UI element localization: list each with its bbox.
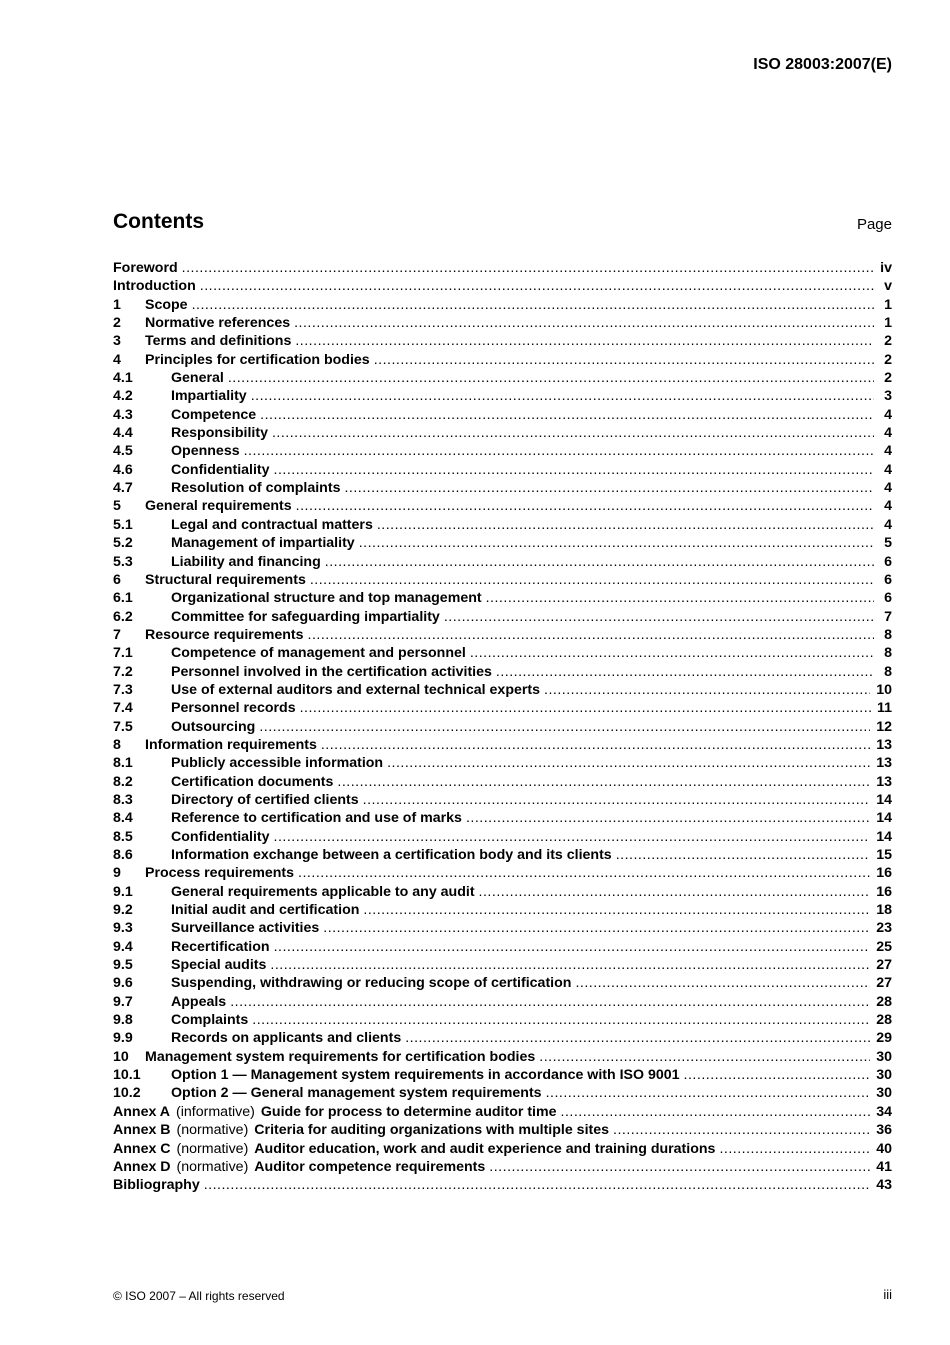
toc-entry[interactable] (113, 901, 892, 919)
toc-entry-title: Guide for process to determine auditor time (260, 1103, 557, 1120)
toc-entry-page: 36 (876, 1122, 892, 1139)
toc-entry-page: 16 (876, 865, 892, 882)
toc-entry-title: Personnel records (171, 700, 296, 717)
toc-entry-number: 9.7 (113, 993, 133, 1010)
toc-entry-title: Recertification (171, 938, 270, 955)
dot-leader (296, 497, 874, 515)
dot-leader (405, 1029, 870, 1047)
dot-leader (228, 369, 874, 387)
toc-entry-title: Competence (171, 406, 257, 423)
toc-entry-number: 7 (113, 626, 121, 643)
toc-entry-title: Option 2 — General management system requirements (171, 1085, 542, 1102)
toc-entry-title: Management of impartiality (171, 535, 355, 552)
toc-entry-page: 13 (876, 755, 892, 772)
toc-entry-title: Suspending, withdrawing or reducing scope of certification (171, 975, 572, 992)
dot-leader (466, 809, 870, 827)
toc-entry[interactable] (113, 919, 892, 937)
toc-entry-title: Impartiality (171, 388, 247, 405)
toc-entry-number: 8.2 (113, 773, 133, 790)
dot-leader (274, 938, 871, 956)
toc-entry-number: 7.5 (113, 718, 133, 735)
dot-leader (274, 461, 874, 479)
toc-entry-title: Confidentiality (171, 461, 270, 478)
dot-leader (575, 974, 870, 992)
toc-entry-title: Surveillance activities (171, 920, 320, 937)
toc-entry-page: 28 (876, 993, 892, 1010)
toc-entry-number: 5.2 (113, 535, 133, 552)
toc-entry-title: Auditor education, work and audit experience and training durations (254, 1140, 716, 1157)
toc-entry-page: 6 (884, 590, 892, 607)
toc-entry[interactable] (113, 993, 892, 1011)
copyright-notice: © ISO 2007 – All rights reserved (113, 1289, 285, 1303)
toc-entry-number: 8.1 (113, 755, 133, 772)
toc-entry-number: 8 (113, 736, 121, 753)
toc-entry-page: 8 (884, 645, 892, 662)
dot-leader (251, 387, 874, 405)
toc-entry-page: 4 (884, 406, 892, 423)
toc-entry-title: Option 1 — Management system requirements in accordance with ISO 9001 (171, 1067, 680, 1084)
dot-leader (272, 424, 874, 442)
toc-entry-title: Introduction (113, 278, 196, 295)
toc-entry-number: 6 (113, 571, 121, 588)
dot-leader (252, 1011, 870, 1029)
toc-entry-page: 3 (884, 388, 892, 405)
toc-entry-number: 4.7 (113, 480, 133, 497)
toc-entry[interactable] (113, 938, 892, 956)
toc-entry[interactable] (113, 956, 892, 974)
toc-entry-page: 14 (876, 791, 892, 808)
toc-entry-number: 8.3 (113, 791, 133, 808)
dot-leader (616, 846, 871, 864)
toc-entry-number: 9.5 (113, 957, 133, 974)
table-of-contents (113, 259, 892, 1195)
dot-leader (387, 754, 870, 772)
toc-entry-page: 12 (876, 718, 892, 735)
toc-entry-title: General requirements (145, 498, 292, 515)
toc-entry[interactable] (113, 553, 892, 571)
toc-entry-number: 10 (113, 1048, 129, 1065)
toc-entry-title: Auditor competence requirements (254, 1158, 486, 1175)
dot-leader (479, 883, 871, 901)
toc-entry-number: 4.2 (113, 388, 133, 405)
toc-entry-page: 14 (876, 810, 892, 827)
toc-entry[interactable] (113, 754, 892, 772)
toc-entry-title: Appeals (171, 993, 227, 1010)
toc-entry-title: Complaints (171, 1012, 249, 1029)
toc-entry-title: Openness (171, 443, 240, 460)
toc-entry-title: General (171, 370, 224, 387)
toc-entry[interactable] (113, 608, 892, 626)
toc-entry-title: Responsibility (171, 425, 268, 442)
toc-entry-title: Terms and definitions (145, 333, 292, 350)
toc-entry[interactable] (113, 1121, 892, 1139)
toc-entry[interactable] (113, 1176, 892, 1194)
toc-entry-number: 4.5 (113, 443, 133, 460)
toc-entry-page: 16 (876, 883, 892, 900)
toc-entry-page: 30 (876, 1048, 892, 1065)
toc-entry-page: 4 (884, 461, 892, 478)
dot-leader (200, 277, 874, 295)
toc-entry-title: Criteria for auditing organizations with multiple sites (254, 1122, 610, 1139)
dot-leader (182, 259, 874, 277)
toc-entry[interactable] (113, 1066, 892, 1084)
toc-entry-page: 5 (884, 535, 892, 552)
toc-entry[interactable] (113, 828, 892, 846)
dot-leader (359, 534, 874, 552)
toc-entry[interactable] (113, 699, 892, 717)
toc-entry-title: Special audits (171, 957, 267, 974)
toc-entry-page: 25 (876, 938, 892, 955)
dot-leader (496, 663, 874, 681)
toc-entry-title: Initial audit and certification (171, 902, 360, 919)
dot-leader (298, 864, 870, 882)
toc-entry-page: 28 (876, 1012, 892, 1029)
footer-page-number: iii (883, 1287, 892, 1302)
toc-entry-page: 14 (876, 828, 892, 845)
dot-leader (444, 608, 874, 626)
toc-entry[interactable] (113, 791, 892, 809)
toc-entry-number: 4.3 (113, 406, 133, 423)
toc-entry-title: Bibliography (113, 1177, 200, 1194)
toc-entry[interactable] (113, 681, 892, 699)
dot-leader (489, 1158, 870, 1176)
dot-leader (321, 736, 870, 754)
toc-entry[interactable] (113, 974, 892, 992)
toc-entry[interactable] (113, 736, 892, 754)
toc-entry-page: 23 (876, 920, 892, 937)
dot-leader (294, 314, 874, 332)
dot-leader (325, 553, 874, 571)
toc-entry-title: Organizational structure and top management (171, 590, 482, 607)
toc-entry-page: v (884, 278, 892, 295)
toc-entry-title: Outsourcing (171, 718, 256, 735)
toc-entry[interactable] (113, 589, 892, 607)
toc-entry-page: 8 (884, 626, 892, 643)
dot-leader (270, 956, 870, 974)
page-column-label: Page (856, 216, 892, 233)
dot-leader (230, 993, 870, 1011)
toc-entry-title: Principles for certification bodies (145, 351, 370, 368)
toc-entry[interactable] (113, 571, 892, 589)
toc-entry[interactable] (113, 406, 892, 424)
toc-entry-page: 13 (876, 736, 892, 753)
dot-leader (374, 351, 874, 369)
toc-entry-page: 4 (884, 443, 892, 460)
toc-entry[interactable] (113, 534, 892, 552)
toc-annex-label: Annex A (113, 1103, 171, 1120)
toc-entry-title: Process requirements (145, 865, 295, 882)
dot-leader (260, 406, 874, 424)
toc-entry-number: 10.1 (113, 1067, 141, 1084)
toc-entry-number: 9.6 (113, 975, 133, 992)
toc-entry-title: Liability and financing (171, 553, 321, 570)
dot-leader (344, 479, 874, 497)
toc-annex-type: (normative) (176, 1122, 249, 1139)
toc-entry-number: 6.1 (113, 590, 133, 607)
toc-entry-number: 7.4 (113, 700, 133, 717)
toc-annex-type: (normative) (176, 1158, 249, 1175)
toc-entry-title: Committee for safeguarding impartiality (171, 608, 440, 625)
toc-entry[interactable] (113, 846, 892, 864)
toc-entry-title: Normative references (145, 315, 291, 332)
toc-entry-page: 4 (884, 498, 892, 515)
toc-entry-title: Competence of management and personnel (171, 645, 466, 662)
toc-entry-page: 30 (876, 1085, 892, 1102)
toc-entry-page: 27 (876, 957, 892, 974)
toc-entry-title: Management system requirements for certification bodies (145, 1048, 536, 1065)
dot-leader (684, 1066, 871, 1084)
toc-entry-title: Resolution of complaints (171, 480, 341, 497)
dot-leader (204, 1176, 871, 1194)
dot-leader (539, 1048, 870, 1066)
toc-entry-number: 6.2 (113, 608, 133, 625)
toc-entry[interactable] (113, 461, 892, 479)
toc-entry-page: 6 (884, 571, 892, 588)
toc-entry-page: 18 (876, 902, 892, 919)
toc-entry-number: 9.8 (113, 1012, 133, 1029)
toc-entry-number: 9.4 (113, 938, 133, 955)
toc-entry-number: 5.3 (113, 553, 133, 570)
toc-entry[interactable] (113, 809, 892, 827)
toc-entry-title: General requirements applicable to any audit (171, 883, 475, 900)
toc-annex-label: Annex C (113, 1140, 171, 1157)
toc-entry-title: Structural requirements (145, 571, 306, 588)
toc-entry-number: 7.1 (113, 645, 133, 662)
toc-entry-page: 1 (884, 296, 892, 313)
dot-leader (310, 571, 874, 589)
dot-leader (719, 1140, 870, 1158)
toc-entry-number: 4.4 (113, 425, 133, 442)
dot-leader (337, 773, 870, 791)
toc-entry-title: Information exchange between a certification body and its clients (171, 847, 612, 863)
toc-entry-page: 4 (884, 480, 892, 497)
toc-entry-number: 8.4 (113, 810, 133, 827)
toc-annex-label: Annex D (113, 1158, 171, 1175)
toc-entry[interactable] (113, 644, 892, 662)
toc-entry[interactable] (113, 663, 892, 681)
toc-entry[interactable] (113, 1140, 892, 1158)
toc-entry-page: 41 (876, 1158, 892, 1175)
toc-entry[interactable] (113, 1048, 892, 1066)
dot-leader (300, 699, 871, 717)
toc-entry-page: 27 (876, 975, 892, 992)
toc-entry-title: Directory of certified clients (171, 791, 359, 808)
toc-entry-page: 6 (884, 553, 892, 570)
toc-entry-title: Legal and contractual matters (171, 516, 373, 533)
dot-leader (363, 791, 871, 809)
toc-annex-type: (informative) (176, 1103, 255, 1120)
dot-leader (470, 644, 874, 662)
toc-entry-page: 43 (876, 1177, 892, 1194)
toc-entry-page: 4 (884, 516, 892, 533)
toc-entry-number: 5 (113, 498, 121, 515)
dot-leader (244, 442, 874, 460)
toc-entry-number: 4 (113, 351, 121, 368)
toc-entry-number: 4.6 (113, 461, 133, 478)
toc-entry[interactable] (113, 369, 892, 387)
toc-entry-page: 10 (876, 681, 892, 698)
toc-entry[interactable] (113, 516, 892, 534)
dot-leader (546, 1084, 871, 1102)
toc-entry[interactable] (113, 883, 892, 901)
toc-annex-label: Annex B (113, 1122, 171, 1139)
toc-entry-page: 2 (884, 351, 892, 368)
toc-entry[interactable] (113, 626, 892, 644)
toc-entry-number: 9 (113, 865, 121, 882)
toc-entry-title: Records on applicants and clients (171, 1030, 402, 1047)
toc-entry[interactable] (113, 387, 892, 405)
toc-entry[interactable] (113, 442, 892, 460)
dot-leader (259, 718, 870, 736)
toc-entry-number: 10.2 (113, 1085, 141, 1102)
toc-entry-title: Resource requirements (145, 626, 304, 643)
toc-entry-number: 7.3 (113, 681, 133, 698)
toc-entry-title: Confidentiality (171, 828, 270, 845)
toc-entry[interactable] (113, 424, 892, 442)
toc-entry-title: Scope (145, 296, 188, 313)
toc-entry[interactable] (113, 296, 892, 314)
toc-entry-number: 4.1 (113, 370, 133, 387)
toc-entry-title: Personnel involved in the certification activities (171, 663, 492, 680)
dot-leader (308, 626, 875, 644)
toc-entry-page: 11 (877, 700, 892, 717)
toc-entry[interactable] (113, 314, 892, 332)
dot-leader (192, 296, 874, 314)
toc-entry[interactable] (113, 773, 892, 791)
toc-entry-number: 9.2 (113, 902, 133, 919)
dot-leader (486, 589, 874, 607)
toc-entry[interactable] (113, 1158, 892, 1176)
toc-entry-page: 2 (884, 370, 892, 387)
toc-entry-page: 7 (884, 608, 892, 625)
toc-entry-title: Certification documents (171, 773, 334, 790)
toc-entry-number: 2 (113, 315, 121, 332)
toc-entry-page: 34 (876, 1103, 892, 1120)
dot-leader (295, 332, 874, 350)
toc-entry-title: Use of external auditors and external technical experts (171, 681, 541, 698)
toc-entry[interactable] (113, 718, 892, 736)
toc-entry-number: 5.1 (113, 516, 133, 533)
toc-entry-page: 8 (884, 663, 892, 680)
toc-entry-page: 30 (876, 1067, 892, 1084)
toc-entry-title: Publicly accessible information (171, 755, 384, 772)
dot-leader (544, 681, 870, 699)
dot-leader (323, 919, 870, 937)
toc-annex-type: (normative) (176, 1140, 249, 1157)
toc-entry[interactable] (113, 277, 892, 295)
toc-entry-page: 29 (876, 1030, 892, 1047)
toc-entry-title: Foreword (113, 260, 178, 276)
toc-entry[interactable] (113, 1103, 892, 1121)
document-code: ISO 28003:2007(E) (753, 56, 892, 73)
toc-entry-number: 9.1 (113, 883, 133, 900)
toc-entry[interactable] (113, 1011, 892, 1029)
toc-entry-number: 9.9 (113, 1030, 133, 1047)
toc-entry[interactable] (113, 497, 892, 515)
toc-entry-number: 3 (113, 333, 121, 350)
toc-entry[interactable] (113, 479, 892, 497)
dot-leader (274, 828, 871, 846)
toc-entry-page: iv (880, 260, 892, 276)
toc-entry[interactable] (113, 1029, 892, 1047)
toc-entry-number: 9.3 (113, 920, 133, 937)
page-title: Contents (113, 210, 204, 233)
toc-entry[interactable] (113, 332, 892, 350)
dot-leader (561, 1103, 871, 1121)
toc-entry-page: 13 (876, 773, 892, 790)
toc-entry-number: 8.6 (113, 847, 133, 863)
toc-entry[interactable] (113, 259, 892, 277)
dot-leader (363, 901, 870, 919)
toc-entry-title: Information requirements (145, 736, 317, 753)
toc-entry-title: Reference to certification and use of marks (171, 810, 462, 827)
toc-entry[interactable] (113, 1084, 892, 1102)
toc-entry-page: 15 (876, 847, 892, 863)
dot-leader (613, 1121, 870, 1139)
toc-entry-page: 1 (884, 315, 892, 332)
toc-entry[interactable] (113, 864, 892, 882)
toc-entry-number: 8.5 (113, 828, 133, 845)
toc-entry-page: 2 (884, 333, 892, 350)
toc-entry-page: 40 (876, 1140, 892, 1157)
toc-entry-page: 4 (884, 425, 892, 442)
toc-entry[interactable] (113, 351, 892, 369)
toc-entry-number: 1 (113, 296, 121, 313)
dot-leader (377, 516, 874, 534)
toc-entry-number: 7.2 (113, 663, 133, 680)
